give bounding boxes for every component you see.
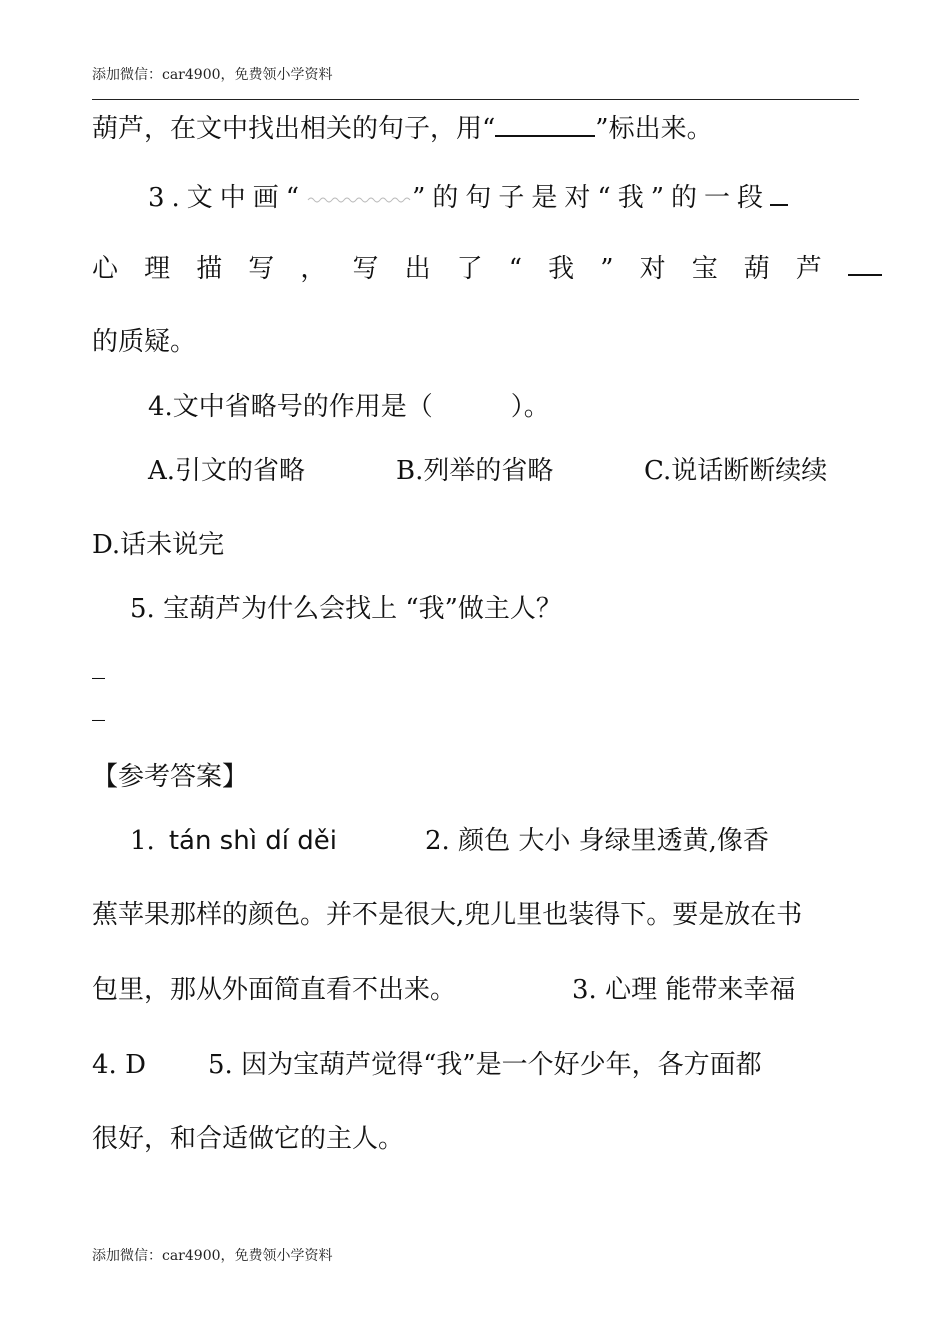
q3-char: 描 [196,254,223,284]
answer-line-4a: 4. D [92,1050,146,1080]
answer-2-line-1: 2. 颜色 大小 身绿里透黄,像香 [425,826,769,856]
answer-line-5: 很好，和合适做它的主人。 [92,1124,405,1154]
q3-line3: 的质疑。 [92,327,197,357]
answers-title: 【参考答案】 [92,762,249,792]
q3-line1-b: ”的句子是对“我”的一段 [412,183,770,213]
q3-char: 宝 [691,254,718,284]
q2-tail-after: ”标出来。 [595,114,713,144]
q3-line2-chars [92,252,882,286]
q3-char: 出 [404,254,431,284]
q3-line1-a: 3.文中画“ [148,183,307,213]
answer-1-pinyin: tán shì dí děi [168,826,337,856]
q4-stem: 4.文中省略号的作用是（ ）。 [148,392,550,422]
q5-stem: 5. 宝葫芦为什么会找上 “我”做主人？ [130,594,562,624]
q5-answer-line-2: _ [92,692,105,722]
q5-answer-line-1: _ [92,650,105,680]
q2-answer-blank [495,113,595,137]
q3-char: 写 [352,254,379,284]
answer-1-number: 1. [130,826,155,856]
q3-char: ” [600,254,614,284]
q3-char: 心 [92,254,119,284]
q3-blank-2 [848,252,882,276]
answer-line-3b: 3. 心理 能带来幸福 [572,975,796,1005]
q3-char: 我 [548,254,575,284]
header-divider [92,99,859,100]
q3-char: 了 [456,254,483,284]
header-note: 添加微信：car4900，免费领小学资料 [92,67,333,83]
q4-option-b: B.列举的省略 [396,456,554,486]
answer-line-4b: 5. 因为宝葫芦觉得“我”是一个好少年，各方面都 [208,1050,762,1080]
q3-char: 葫 [743,254,770,284]
answer-line-1 [130,824,337,858]
q3-char: “ [508,254,523,284]
q4-option-a: A.引文的省略 [148,456,306,486]
footer-note: 添加微信：car4900，免费领小学资料 [92,1248,333,1264]
q3-line2 [92,252,882,286]
q3-line1 [148,176,788,215]
q3-char: 芦 [795,254,822,284]
q3-char: 理 [144,254,171,284]
answer-line-3a: 包里，那从外面简直看不出来。 [92,975,457,1005]
q2-tail-line [92,112,713,146]
q2-tail-before: 葫芦，在文中找出相关的句子，用“ [92,114,496,144]
wavy-underline-mark [306,176,412,206]
q4-option-c: C.说话断断续续 [644,456,828,486]
q3-char: ， [300,254,327,284]
q3-char: 对 [639,254,666,284]
q3-char: 写 [248,254,275,284]
q4-option-d: D.话未说完 [92,530,225,560]
q3-blank-1 [770,182,788,206]
answer-line-2: 蕉苹果那样的颜色。并不是很大,兜儿里也装得下。要是放在书 [92,900,803,930]
